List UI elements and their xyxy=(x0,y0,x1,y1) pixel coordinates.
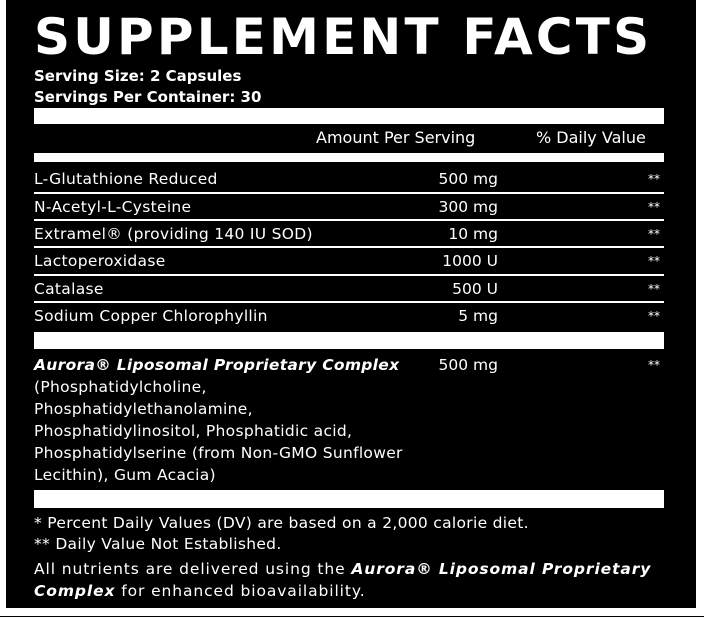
servings-per-container: Servings Per Container: 30 xyxy=(34,88,262,106)
complex-description xyxy=(34,354,414,486)
ingredient-dv: ** xyxy=(648,309,660,323)
ingredient-dv: ** xyxy=(648,282,660,296)
ingredient-amount: 5 mg xyxy=(458,307,498,325)
complex-components: (Phosphatidylcholine, Phosphatidylethanolamine, Phosphatidylinositol, Phosphatidic acid, Phosphatidylserine (from Non-GMO Sunflower Lecithin), Gum Acacia) xyxy=(34,378,403,484)
thick-divider xyxy=(34,332,664,349)
ingredient-row xyxy=(34,304,664,328)
delivery-prefix: All nutrients are delivered using the xyxy=(34,560,346,578)
complex-name: Aurora® Liposomal Proprietary Complex xyxy=(34,356,400,374)
ingredient-row xyxy=(34,222,664,246)
row-divider xyxy=(34,192,664,194)
ingredient-row xyxy=(34,167,664,191)
delivery-suffix: for enhanced bioavailability. xyxy=(121,582,366,600)
header-amount-per-serving: Amount Per Serving xyxy=(316,128,476,147)
thick-divider xyxy=(34,490,664,508)
ingredient-dv: ** xyxy=(648,254,660,268)
ingredient-amount: 500 mg xyxy=(438,170,498,188)
proprietary-complex xyxy=(34,354,664,490)
ingredient-amount: 500 U xyxy=(452,280,498,298)
delivery-brand: Aurora® Liposomal Proprietary Complex xyxy=(34,560,652,600)
ingredient-name: L-Glutathione Reduced xyxy=(34,170,218,188)
footnote-delivery xyxy=(34,558,674,602)
supplement-facts-panel xyxy=(6,0,696,608)
ingredient-row xyxy=(34,277,664,301)
ingredient-row xyxy=(34,249,664,273)
ingredient-name: Extramel® (providing 140 IU SOD) xyxy=(34,225,313,243)
ingredient-amount: 300 mg xyxy=(438,198,498,216)
ingredient-name: Sodium Copper Chlorophyllin xyxy=(34,307,268,325)
medium-divider xyxy=(34,153,664,162)
ingredient-name: N-Acetyl-L-Cysteine xyxy=(34,198,192,216)
ingredient-amount: 10 mg xyxy=(448,225,498,243)
complex-amount: 500 mg xyxy=(438,356,498,374)
thick-divider xyxy=(34,108,664,124)
ingredient-dv: ** xyxy=(648,172,660,186)
row-divider xyxy=(34,219,664,221)
bottom-rule xyxy=(0,616,704,617)
row-divider xyxy=(34,274,664,276)
row-divider xyxy=(34,246,664,248)
row-divider xyxy=(34,301,664,303)
footnote-percent-dv: * Percent Daily Values (DV) are based on a 2,000 calorie diet. xyxy=(34,514,529,532)
panel-title: SUPPLEMENT FACTS xyxy=(34,8,653,66)
ingredient-amount: 1000 U xyxy=(442,252,498,270)
ingredient-name: Catalase xyxy=(34,280,104,298)
ingredient-dv: ** xyxy=(648,227,660,241)
header-daily-value: % Daily Value xyxy=(536,128,646,147)
serving-size: Serving Size: 2 Capsules xyxy=(34,67,242,85)
ingredient-dv: ** xyxy=(648,200,660,214)
complex-dv: ** xyxy=(648,358,660,372)
ingredient-row xyxy=(34,195,664,219)
footnote-not-established: ** Daily Value Not Established. xyxy=(34,535,282,553)
ingredient-name: Lactoperoxidase xyxy=(34,252,166,270)
